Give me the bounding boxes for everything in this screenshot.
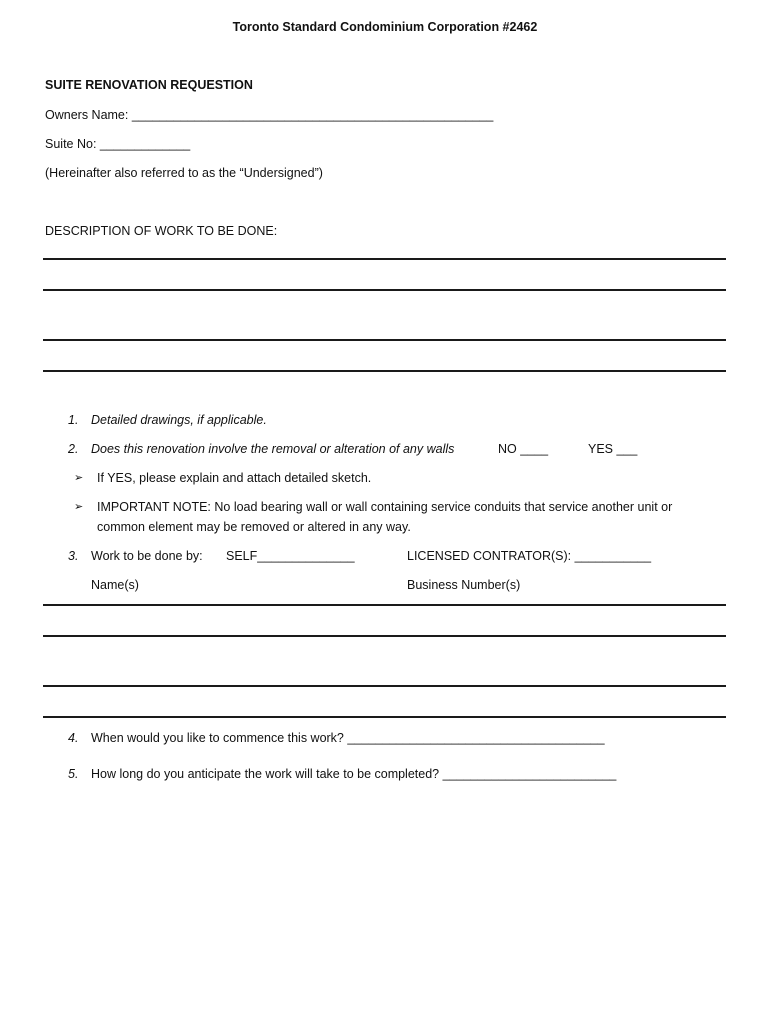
owners-name-field[interactable]: Owners Name: ____________________________________________________ bbox=[45, 108, 494, 122]
form-heading: SUITE RENOVATION REQUESTION bbox=[45, 78, 253, 92]
licensed-contractor-field[interactable]: LICENSED CONTRATOR(S): ___________ bbox=[407, 549, 652, 563]
description-line-1[interactable] bbox=[43, 258, 726, 260]
business-number-label: Business Number(s) bbox=[407, 578, 521, 592]
important-note-line-2: common element may be removed or altered in any way. bbox=[97, 520, 411, 534]
item-2-number: 2. bbox=[68, 442, 79, 456]
description-label: DESCRIPTION OF WORK TO BE DONE: bbox=[45, 224, 278, 238]
page-title: Toronto Standard Condominium Corporation #2462 bbox=[232, 20, 538, 34]
description-line-2[interactable] bbox=[43, 289, 726, 291]
arrow-bullet-icon: ➢ bbox=[74, 501, 84, 513]
names-label: Name(s) bbox=[91, 578, 139, 592]
contractor-line-4[interactable] bbox=[43, 716, 726, 718]
suite-no-field[interactable]: Suite No: _____________ bbox=[45, 137, 191, 151]
work-by-label: Work to be done by: bbox=[91, 549, 203, 563]
description-line-3[interactable] bbox=[43, 339, 726, 341]
self-field[interactable]: SELF______________ bbox=[226, 549, 355, 563]
walls-no-field[interactable]: NO ____ bbox=[498, 442, 549, 456]
item-2-text: Does this renovation involve the removal or alteration of any walls bbox=[91, 442, 455, 456]
hereinafter-note: (Hereinafter also referred to as the “Undersigned”) bbox=[45, 166, 323, 180]
item-5-number: 5. bbox=[68, 767, 79, 781]
item-3-number: 3. bbox=[68, 549, 79, 563]
arrow-bullet-icon: ➢ bbox=[74, 472, 84, 484]
walls-yes-field[interactable]: YES ___ bbox=[588, 442, 638, 456]
commence-date-field[interactable]: When would you like to commence this work? _____________________________________ bbox=[91, 731, 605, 745]
contractor-line-2[interactable] bbox=[43, 635, 726, 637]
bullet-1-text: If YES, please explain and attach detailed sketch. bbox=[97, 471, 372, 485]
important-note-line-1: IMPORTANT NOTE: No load bearing wall or wall containing service conduits that service another unit or bbox=[97, 500, 673, 514]
item-1-number: 1. bbox=[68, 413, 79, 427]
contractor-line-1[interactable] bbox=[43, 604, 726, 606]
contractor-line-3[interactable] bbox=[43, 685, 726, 687]
item-1-text: Detailed drawings, if applicable. bbox=[91, 413, 267, 427]
item-4-number: 4. bbox=[68, 731, 79, 745]
duration-field[interactable]: How long do you anticipate the work will take to be completed? _________________________ bbox=[91, 767, 617, 781]
description-line-4[interactable] bbox=[43, 370, 726, 372]
